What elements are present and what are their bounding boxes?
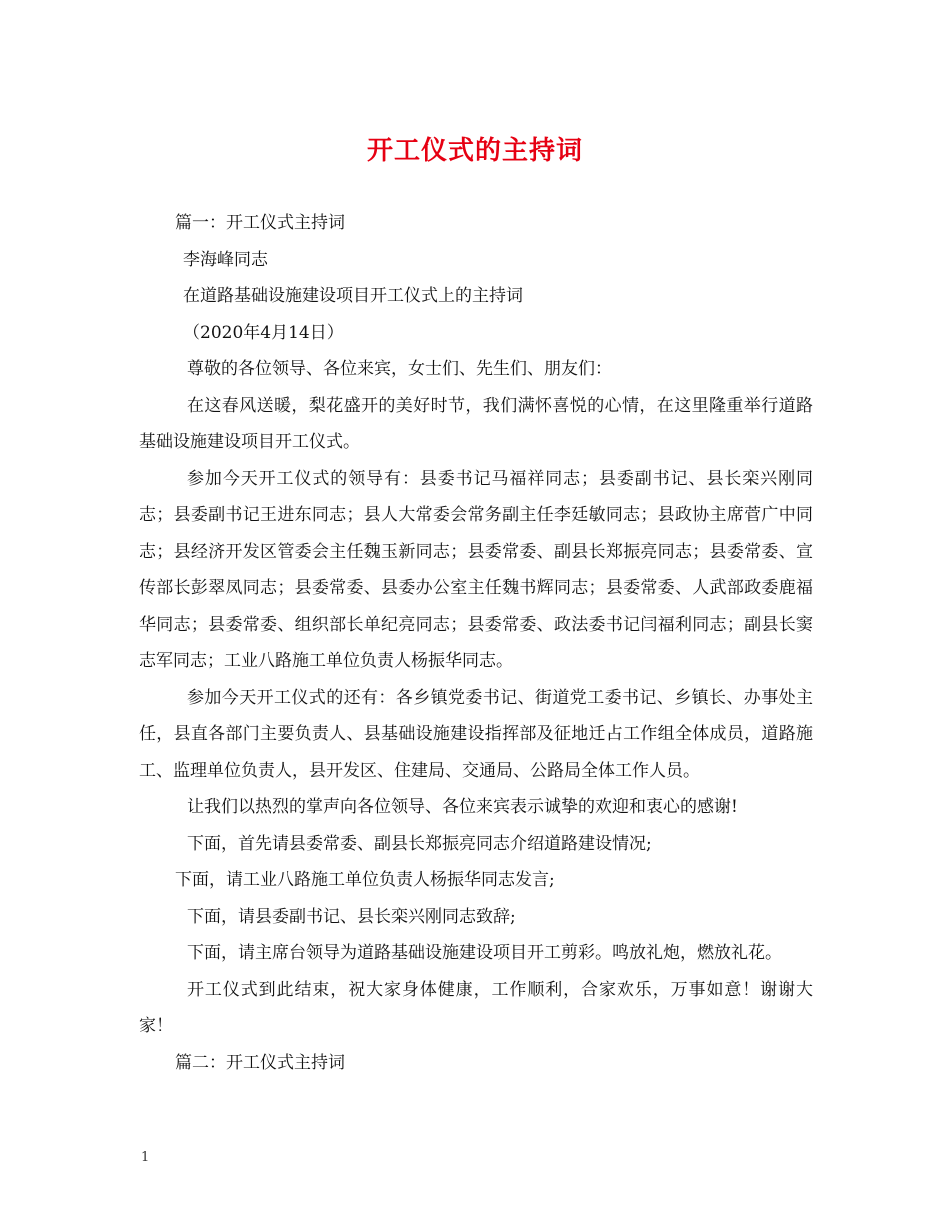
- speaker-name: 李海峰同志: [183, 249, 268, 270]
- body-paragraph: 参加今天开工仪式的还有：各乡镇党委书记、街道党工委书记、乡镇长、办事处主任，县直各部门主要负责人、县基础设施建设指挥部及征地迁占工作组全体成员，道路施工、监理单位负责人，县开发区、住建局、交通局、公路局全体工作人员。: [139, 687, 813, 781]
- section-heading: 篇一：开工仪式主持词: [175, 213, 345, 233]
- body-paragraph: 下面，首先请县委常委、副县长郑振亮同志介绍道路建设情况;: [187, 833, 652, 854]
- document-title: 开工仪式的主持词: [366, 136, 583, 166]
- page-number: 1: [141, 1150, 150, 1165]
- document-body: [139, 205, 813, 1081]
- body-paragraph: 下面，请县委副书记、县长栾兴刚同志致辞;: [187, 906, 516, 927]
- body-paragraph: 下面，请工业八路施工单位负责人杨振华同志发言;: [175, 870, 555, 890]
- body-paragraph: 参加今天开工仪式的领导有：县委书记马福祥同志；县委副书记、县长栾兴刚同志；县委副书记王进东同志；县人大常委会常务副主任李廷敏同志；县政协主席菅广中同志；县经济开发区管委会主任魏玉新同志；县委常委、副县长郑振亮同志；县委常委、宣传部长彭翠凤同志；县委常委、县委办公室主任魏书辉同志；县委常委、人武部政委鹿福华同志；县委常委、组织部长单纪亮同志；县委常委、政法委书记闫福利同志；副县长窦志军同志；工业八路施工单位负责人杨振华同志。: [139, 468, 813, 671]
- body-paragraph: 下面，请主席台领导为道路基础设施建设项目开工剪彩。鸣放礼炮，燃放礼花。: [187, 943, 782, 963]
- body-paragraph: 让我们以热烈的掌声向各位领导、各位来宾表示诚挚的欢迎和衷心的感谢!: [187, 797, 738, 817]
- body-paragraph: 在这春风送暖，梨花盛开的美好时节，我们满怀喜悦的心情，在这里隆重举行道路基础设施建设项目开工仪式。: [139, 395, 813, 452]
- speech-date: （2020年4月14日）: [183, 322, 344, 343]
- salutation: 尊敬的各位领导、各位来宾，女士们、先生们、朋友们：: [187, 359, 612, 379]
- section-heading: 篇二：开工仪式主持词: [175, 1052, 345, 1073]
- speech-occasion: 在道路基础设施建设项目开工仪式上的主持词: [183, 286, 523, 306]
- closing-paragraph: 开工仪式到此结束，祝大家身体健康，工作顺利，合家欢乐，万事如意！谢谢大家！: [139, 979, 813, 1036]
